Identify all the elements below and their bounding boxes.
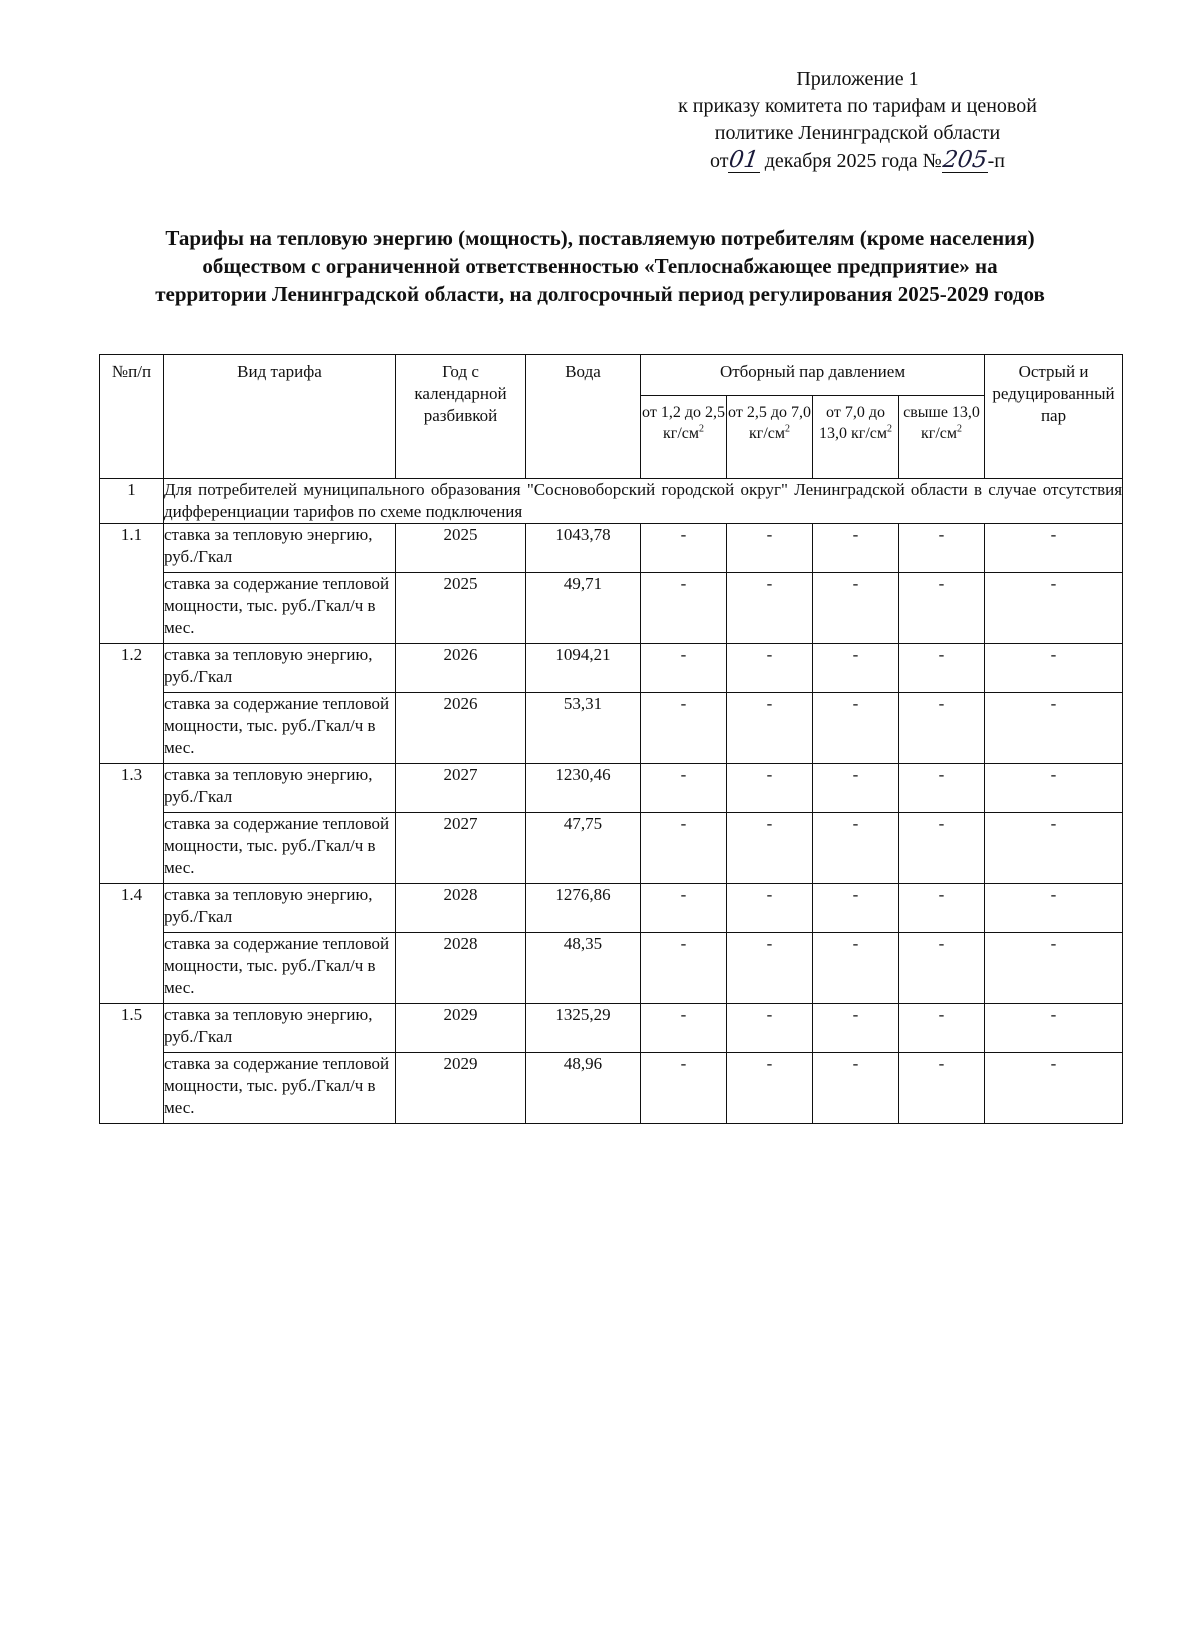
tariff-year: 2025 (396, 524, 526, 573)
header-kind: Вид тарифа (164, 355, 396, 479)
sharp-steam-value: - (985, 1004, 1123, 1053)
tariff-kind: ставка за тепловую энергию, руб./Гкал (164, 644, 396, 693)
steam-value-2: - (727, 573, 813, 644)
header-num: №п/п (100, 355, 164, 479)
row-num: 1.3 (100, 764, 164, 884)
steam-value-4: - (899, 813, 985, 884)
steam-value-1: - (641, 644, 727, 693)
steam-value-3: - (813, 933, 899, 1004)
tariff-kind: ставка за содержание тепловой мощности, тыс. руб./Гкал/ч в мес. (164, 693, 396, 764)
steam-value-2: - (727, 1053, 813, 1124)
steam-value-3: - (813, 644, 899, 693)
row-num: 1.5 (100, 1004, 164, 1124)
steam-value-3: - (813, 884, 899, 933)
steam-value-4: - (899, 573, 985, 644)
water-value: 1230,46 (526, 764, 641, 813)
steam-value-3: - (813, 1004, 899, 1053)
tariff-kind: ставка за содержание тепловой мощности, тыс. руб./Гкал/ч в мес. (164, 933, 396, 1004)
steam-value-1: - (641, 524, 727, 573)
steam-value-4: - (899, 644, 985, 693)
section-text: Для потребителей муниципального образования "Сосновоборский городской округ" Ленинградской области в случае отсутствия дифференциации тарифов по схеме подключения (164, 479, 1123, 524)
tariff-year: 2028 (396, 933, 526, 1004)
appendix-line-2: к приказу комитета по тарифам и ценовой (678, 95, 1037, 117)
water-value: 1094,21 (526, 644, 641, 693)
table-row (100, 524, 1123, 573)
date-prefix: от (709, 150, 729, 172)
tariff-kind: ставка за тепловую энергию, руб./Гкал (164, 1004, 396, 1053)
header-pressure-4: свыше 13,0 $кг/см^2$ (899, 396, 985, 479)
header-pressure-1: от 1,2 до 2,5 $кг/см^2$ (641, 396, 727, 479)
steam-value-4: - (899, 933, 985, 1004)
steam-value-1: - (641, 1053, 727, 1124)
steam-value-4: - (899, 1004, 985, 1053)
water-value: 49,71 (526, 573, 641, 644)
tariff-table (99, 354, 1123, 1124)
table-row (100, 813, 1123, 884)
sharp-steam-value: - (985, 933, 1123, 1004)
table-row (100, 573, 1123, 644)
tariff-year: 2027 (396, 764, 526, 813)
sharp-steam-value: - (985, 644, 1123, 693)
steam-value-3: - (813, 1053, 899, 1124)
steam-value-3: - (813, 524, 899, 573)
steam-value-1: - (641, 1004, 727, 1053)
row-num: 1.4 (100, 884, 164, 1004)
order-day-handwritten: 01 (727, 147, 761, 173)
steam-value-3: - (813, 813, 899, 884)
steam-value-4: - (899, 884, 985, 933)
steam-value-2: - (727, 524, 813, 573)
tariff-year: 2025 (396, 573, 526, 644)
steam-value-2: - (727, 813, 813, 884)
appendix-header (600, 66, 1115, 175)
tariff-kind: ставка за содержание тепловой мощности, тыс. руб./Гкал/ч в мес. (164, 1053, 396, 1124)
steam-value-2: - (727, 933, 813, 1004)
sharp-steam-value: - (985, 693, 1123, 764)
steam-value-2: - (727, 644, 813, 693)
steam-value-2: - (727, 764, 813, 813)
table-row (100, 933, 1123, 1004)
steam-value-4: - (899, 764, 985, 813)
appendix-date-line (600, 147, 1115, 175)
table-row (100, 764, 1123, 813)
date-middle: декабря 2025 года № (759, 150, 942, 172)
sharp-steam-value: - (985, 884, 1123, 933)
header-pressure-2: от 2,5 до 7,0 $кг/см^2$ (727, 396, 813, 479)
water-value: 53,31 (526, 693, 641, 764)
steam-value-4: - (899, 1053, 985, 1124)
water-value: 1043,78 (526, 524, 641, 573)
tariff-kind: ставка за содержание тепловой мощности, тыс. руб./Гкал/ч в мес. (164, 813, 396, 884)
tariff-year: 2026 (396, 693, 526, 764)
steam-value-1: - (641, 764, 727, 813)
table-row (100, 1004, 1123, 1053)
steam-value-4: - (899, 524, 985, 573)
number-suffix: -п (987, 150, 1006, 172)
header-pressure-3: от 7,0 до 13,0 $кг/см^2$ (813, 396, 899, 479)
tariff-kind: ставка за тепловую энергию, руб./Гкал (164, 884, 396, 933)
header-year: Год с календарной разбивкой (396, 355, 526, 479)
steam-value-1: - (641, 573, 727, 644)
table-row (100, 884, 1123, 933)
table-row (100, 1053, 1123, 1124)
table-row (100, 693, 1123, 764)
tariff-kind: ставка за тепловую энергию, руб./Гкал (164, 524, 396, 573)
steam-value-1: - (641, 813, 727, 884)
steam-value-2: - (727, 693, 813, 764)
steam-value-1: - (641, 693, 727, 764)
sharp-steam-value: - (985, 1053, 1123, 1124)
appendix-line-1: Приложение 1 (796, 68, 919, 90)
row-num: 1.1 (100, 524, 164, 644)
section-row (100, 479, 1123, 524)
header-steam-group: Отборный пар давлением (641, 355, 985, 396)
steam-value-4: - (899, 693, 985, 764)
sharp-steam-value: - (985, 764, 1123, 813)
sharp-steam-value: - (985, 573, 1123, 644)
water-value: 1276,86 (526, 884, 641, 933)
steam-value-1: - (641, 933, 727, 1004)
water-value: 48,35 (526, 933, 641, 1004)
section-num: 1 (100, 479, 164, 524)
table-row (100, 644, 1123, 693)
steam-value-2: - (727, 1004, 813, 1053)
tariff-year: 2029 (396, 1004, 526, 1053)
tariff-kind: ставка за содержание тепловой мощности, тыс. руб./Гкал/ч в мес. (164, 573, 396, 644)
steam-value-2: - (727, 884, 813, 933)
tariff-year: 2026 (396, 644, 526, 693)
water-value: 47,75 (526, 813, 641, 884)
water-value: 1325,29 (526, 1004, 641, 1053)
tariff-year: 2027 (396, 813, 526, 884)
document-title: Тарифы на тепловую энергию (мощность), поставляемую потребителям (кроме населения) обществом с ограниченной ответственностью «Теплоснабжающее предприятие» на территории Ленинградской области, на долгосрочный период регулирования 2025-2029 годов (155, 226, 1045, 306)
steam-value-1: - (641, 884, 727, 933)
appendix-line-3: политике Ленинградской области (714, 122, 1001, 144)
steam-value-3: - (813, 764, 899, 813)
water-value: 48,96 (526, 1053, 641, 1124)
sharp-steam-value: - (985, 813, 1123, 884)
row-num: 1.2 (100, 644, 164, 764)
header-sharp-steam: Острый и редуцированный пар (985, 355, 1123, 479)
sharp-steam-value: - (985, 524, 1123, 573)
tariff-year: 2028 (396, 884, 526, 933)
header-water: Вода (526, 355, 641, 479)
tariff-kind: ставка за тепловую энергию, руб./Гкал (164, 764, 396, 813)
steam-value-3: - (813, 573, 899, 644)
tariff-year: 2029 (396, 1053, 526, 1124)
order-number-handwritten: 205 (940, 147, 989, 173)
steam-value-3: - (813, 693, 899, 764)
